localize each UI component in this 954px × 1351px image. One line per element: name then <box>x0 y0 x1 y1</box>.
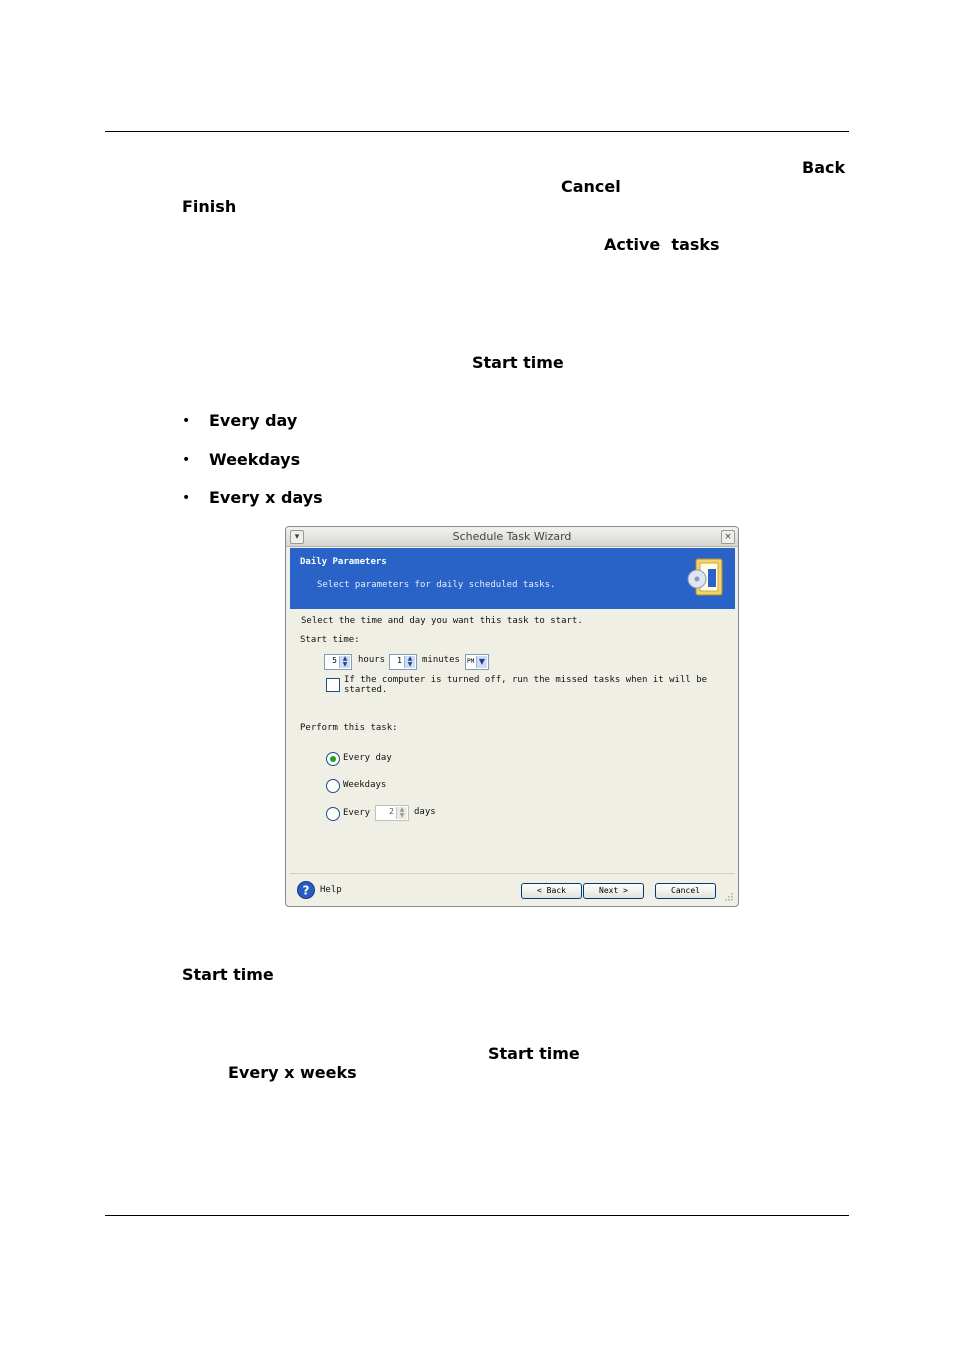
bullet-every-day: • <box>182 413 191 429</box>
chevron-down-icon[interactable]: ▼ <box>476 656 487 668</box>
cancel-button[interactable]: Cancel <box>655 883 716 899</box>
days-label: days <box>414 807 436 817</box>
stepper-arrows-icon[interactable]: ▲ ▼ <box>339 656 350 668</box>
hours-value: 5 <box>332 656 337 665</box>
every-days-stepper[interactable] <box>375 805 409 821</box>
keyword-every-x-weeks: Every x weeks <box>228 1063 357 1082</box>
radio-weekdays[interactable] <box>326 779 340 793</box>
keyword-back: Back <box>802 158 846 177</box>
stepper-arrows-icon[interactable]: ▲ ▼ <box>404 656 415 668</box>
help-icon[interactable] <box>297 881 315 899</box>
missed-tasks-label-line1: If the computer is turned off, run the missed tasks when it will be <box>344 675 708 685</box>
perform-task-label: Perform this task: <box>300 723 398 733</box>
radio-every-x-days[interactable] <box>326 807 340 821</box>
option-every-day: Every day <box>209 411 298 430</box>
resize-grip-icon[interactable] <box>725 893 733 901</box>
keyword-start-time: Start time <box>472 353 564 372</box>
radio-every-day-label[interactable]: Every day <box>343 753 392 763</box>
header-subtitle: Select parameters for daily scheduled tasks. <box>317 580 556 590</box>
back-button[interactable]: < Back <box>521 883 582 899</box>
stepper-arrows-icon[interactable]: ▲ ▼ <box>396 807 407 819</box>
keyword-start-time-2: Start time <box>182 965 274 984</box>
hours-stepper[interactable] <box>324 654 352 670</box>
every-days-value: 2 <box>389 807 394 816</box>
keyword-active-tasks: Active tasks <box>604 235 720 254</box>
missed-tasks-checkbox[interactable] <box>326 678 340 692</box>
instruction-text: Select the time and day you want this task to start. <box>301 616 583 626</box>
next-button[interactable]: Next > <box>583 883 644 899</box>
top-rule <box>105 131 849 132</box>
missed-tasks-label-line2: started. <box>344 685 388 695</box>
option-every-x-days: Every x days <box>209 488 323 507</box>
bottom-rule <box>105 1215 849 1216</box>
svg-text:?: ? <box>302 883 310 898</box>
hours-label: hours <box>358 655 386 665</box>
ampm-select[interactable] <box>465 654 489 670</box>
title-bar <box>286 527 738 547</box>
option-weekdays: Weekdays <box>209 450 301 469</box>
minutes-value: 1 <box>397 656 402 665</box>
ampm-value: PM <box>467 658 475 665</box>
keyword-finish: Finish <box>182 197 237 216</box>
schedule-task-wizard-dialog <box>285 526 739 907</box>
window-menu-icon[interactable]: ▾ <box>290 530 304 544</box>
bullet-every-x-days: • <box>182 490 191 506</box>
keyword-cancel: Cancel <box>561 177 621 196</box>
wizard-icon <box>686 557 726 599</box>
minutes-label: minutes <box>422 655 460 665</box>
radio-every-label[interactable]: Every <box>343 808 371 818</box>
wizard-header <box>290 548 735 609</box>
start-time-label: Start time: <box>300 635 360 645</box>
dialog-title: Schedule Task Wizard <box>452 530 572 543</box>
header-title: Daily Parameters <box>300 557 387 567</box>
footer-divider <box>290 873 735 874</box>
radio-every-day[interactable] <box>326 752 340 766</box>
bullet-weekdays: • <box>182 452 191 468</box>
radio-weekdays-label[interactable]: Weekdays <box>343 780 387 790</box>
keyword-start-time-3: Start time <box>488 1044 580 1063</box>
close-icon[interactable]: × <box>721 530 735 544</box>
help-label[interactable]: Help <box>320 885 342 895</box>
minutes-stepper[interactable] <box>389 654 417 670</box>
